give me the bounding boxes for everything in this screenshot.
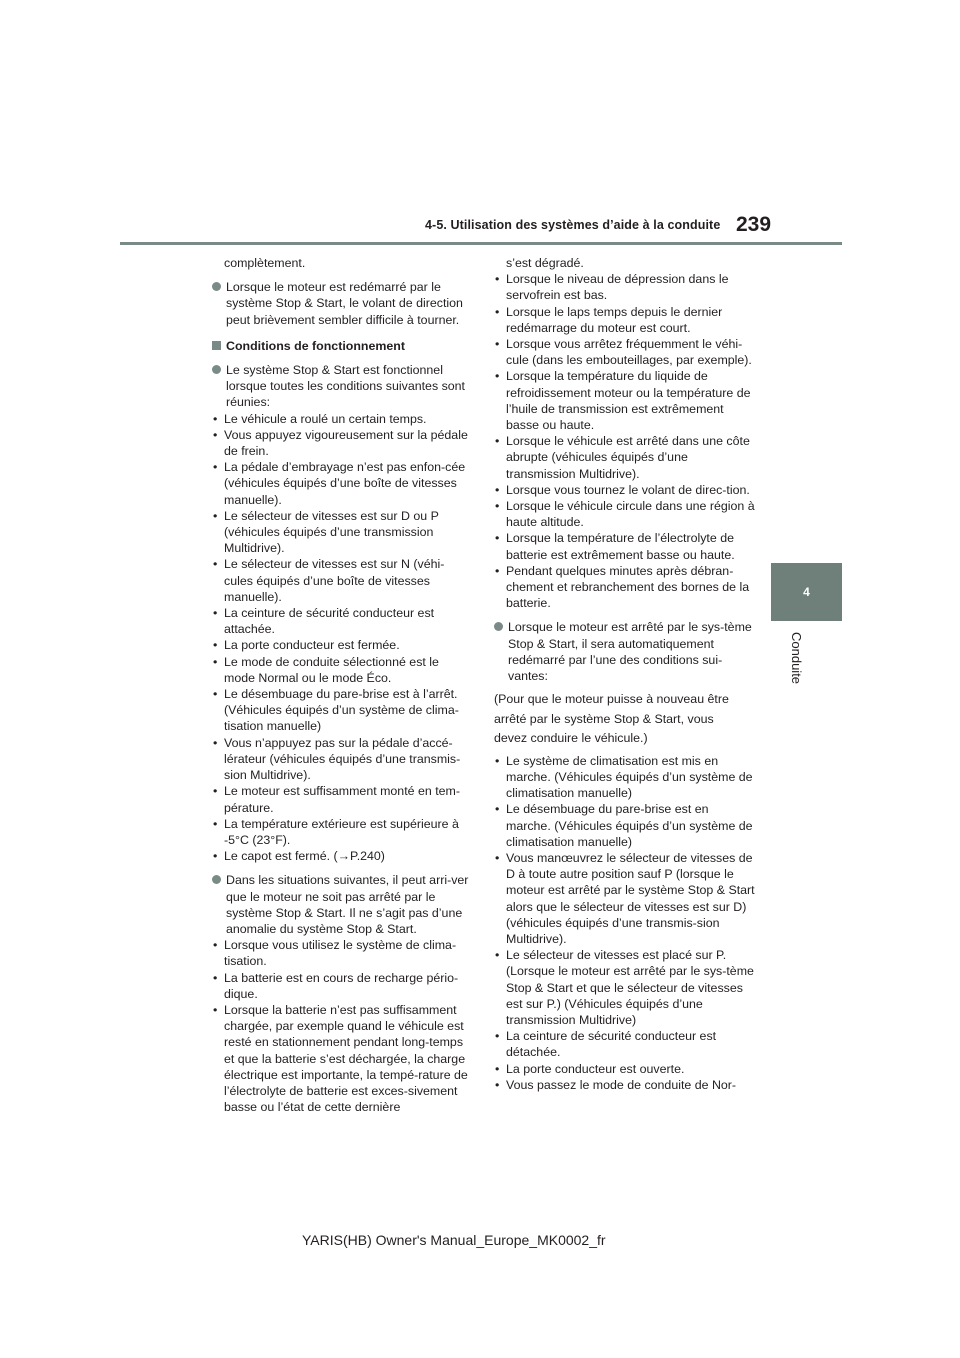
bullet-text: Lorsque le moteur est redémarré par le système Stop & Start, le volant de direction peut brièvement sembler difficile à tourner. (226, 280, 463, 327)
chapter-number: 4 (803, 585, 810, 599)
chapter-label: Conduite (789, 632, 804, 685)
page-number: 239 (736, 213, 772, 236)
list-item: • Le désembuage du pare-brise est en marche. (Véhicules équipés d’un système de climatisation manuelle) (494, 801, 756, 850)
list-item: • Vous manœuvrez le sélecteur de vitesses de D à toute autre position sauf P (lorsque le moteur est arrêté par le système Stop & Start alors que le sélecteur de vitesses est sur D) (véhicules équipés d’une transmis-sion Multidrive). (494, 850, 756, 947)
bullet-text: Lorsque le moteur est arrêté par le sys-tème Stop & Start, il sera automatiquement redémarré par l’une des conditions sui-vantes: (508, 620, 752, 684)
header-divider (120, 242, 842, 245)
situations-list-continued (494, 271, 756, 611)
list-item: • Pendant quelques minutes après débran-chement et rebranchement des bornes de la batterie. (494, 563, 756, 612)
list-item: • Le sélecteur de vitesses est sur N (véhi-cules équipés d’une boîte de vitesses manuelle). (212, 556, 472, 605)
bullet-paragraph (212, 872, 472, 1115)
list-item: • La pédale d’embrayage n’est pas enfon-cée (véhicules équipés d’une boîte de vitesses manuelle). (212, 459, 472, 508)
list-item: • Lorsque vous arrêtez fréquemment le véhi-cule (dans les embouteillages, par exemple). (494, 336, 756, 368)
bullet-dot-icon (212, 365, 221, 374)
note-line: arrêté par le système Stop & Start, vous (494, 711, 714, 726)
list-item: • Le système de climatisation est mis en marche. (Véhicules équipés d’un système de climatisation manuelle) (494, 753, 756, 802)
section-square-icon (212, 341, 221, 350)
list-item: • Lorsque le niveau de dépression dans le servofrein est bas. (494, 271, 756, 303)
bullet-paragraph (212, 279, 472, 328)
list-item: • Lorsque le laps temps depuis le dernier redémarrage du moteur est court. (494, 304, 756, 336)
list-item: • Lorsque le véhicule circule dans une région à haute altitude. (494, 498, 756, 530)
bullet-text: Dans les situations suivantes, il peut arri-ver que le moteur ne soit pas arrêté par le système Stop & Start. Il ne s’agit pas d’une anomalie du système Stop & Start. (226, 873, 469, 936)
situations-list (212, 937, 472, 1115)
restart-conditions-list (494, 753, 756, 1093)
bullet-dot-icon (494, 622, 503, 631)
list-item: • Lorsque vous utilisez le système de clima-tisation. (212, 937, 472, 969)
list-item: • Vous n’appuyez pas sur la pédale d’accé-lérateur (véhicules équipés d’une transmis-sion Multidrive). (212, 735, 472, 784)
list-item: • Le mode de conduite sélectionné est le mode Normal ou le mode Éco. (212, 654, 472, 686)
note-line: (Pour que le moteur puisse à nouveau être (494, 692, 729, 707)
conditions-list (212, 411, 472, 865)
note-line: devez conduire le véhicule.) (494, 731, 648, 746)
right-column (494, 255, 756, 1093)
section-heading (212, 338, 472, 354)
bullet-text: Le système Stop & Start est fonctionnel lorsque toutes les conditions suivantes sont réunies: (226, 363, 466, 410)
list-item: • Lorsque vous tournez le volant de direc-tion. (494, 482, 756, 498)
list-item: • Le désembuage du pare-brise est à l’arrêt. (Véhicules équipés d’un système de clima-tisation manuelle) (212, 686, 472, 735)
footer-text: YARIS(HB) Owner's Manual_Europe_MK0002_fr (302, 1232, 606, 1248)
chapter-tab[interactable] (771, 563, 842, 621)
bullet-dot-icon (212, 875, 221, 884)
list-item: • Le sélecteur de vitesses est sur D ou P (véhicules équipés d’une transmission Multidrive). (212, 508, 472, 557)
list-item: • La ceinture de sécurité conducteur est attachée. (212, 605, 472, 637)
list-item: • La porte conducteur est ouverte. (494, 1061, 756, 1077)
lead-text: complètement. (224, 256, 306, 270)
bullet-paragraph (494, 619, 756, 684)
list-item: • Lorsque la température de l’électrolyte de batterie est extrêmement basse ou haute. (494, 530, 756, 562)
section-heading-text: Conditions de fonctionnement (226, 338, 405, 353)
list-item: • Lorsque la batterie n’est pas suffisamment chargée, par exemple quand le véhicule est resté en stationnement pendant long-temps et que la batterie s’est déchargée, la charge électrique est importante, la tempé-rature de l’électrolyte de batterie est exces-sivement basse ou l’état de cette dernière (212, 1002, 472, 1115)
note-paragraph (494, 690, 756, 749)
continuation-text: s’est dégradé. (506, 256, 584, 270)
bullet-dot-icon (212, 282, 221, 291)
list-item: • Lorsque la température du liquide de refroidissement moteur ou la température de l’huile de transmission est extrêmement basse ou haute. (494, 368, 756, 433)
list-item: • Le véhicule a roulé un certain temps. (212, 411, 472, 427)
left-column (212, 255, 472, 1115)
list-item: • Vous appuyez vigoureusement sur la pédale de frein. (212, 427, 472, 459)
section-title: 4-5. Utilisation des systèmes d’aide à la conduite (425, 218, 721, 232)
list-item: • Le moteur est suffisamment monté en tem-pérature. (212, 783, 472, 815)
list-item: • La température extérieure est supérieure à -5°C (23°F). (212, 816, 472, 848)
list-item: • La ceinture de sécurité conducteur est détachée. (494, 1028, 756, 1060)
bullet-paragraph (212, 362, 472, 864)
list-item: • Le sélecteur de vitesses est placé sur P. (Lorsque le moteur est arrêté par le sys-tème Stop & Start et que le sélecteur de vitesses est sur P.) (Véhicules équipés d’une transmission Multidrive) (494, 947, 756, 1028)
list-item: • Le capot est fermé. (→P.240) (212, 848, 472, 864)
list-item: • La porte conducteur est fermée. (212, 637, 472, 653)
list-item: • Lorsque le véhicule est arrêté dans une côte abrupte (véhicules équipés d’une transmission Multidrive). (494, 433, 756, 482)
list-item: • Vous passez le mode de conduite de Nor- (494, 1077, 756, 1093)
list-item: • La batterie est en cours de recharge pério-dique. (212, 970, 472, 1002)
